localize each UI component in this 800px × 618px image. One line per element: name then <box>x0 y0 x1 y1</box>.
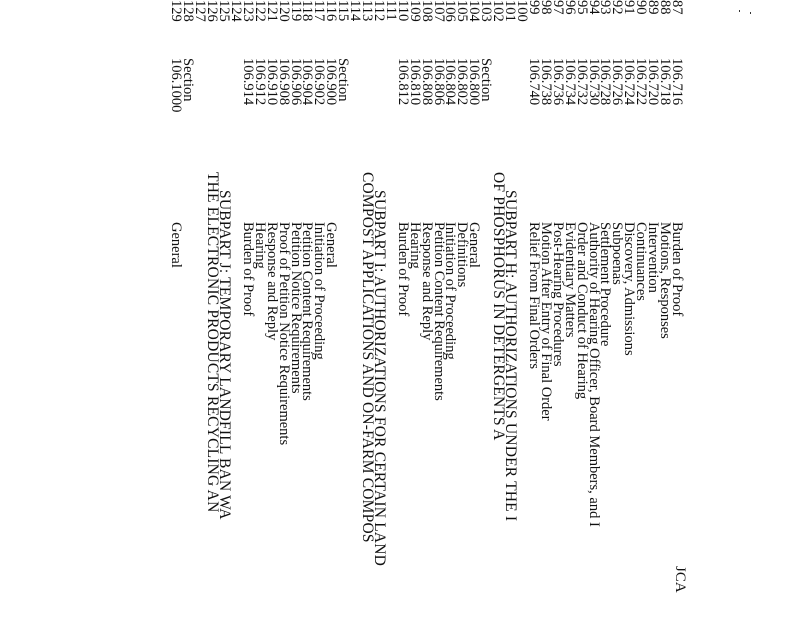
line-number: 100 <box>514 0 530 22</box>
line-number: 92 <box>609 0 626 15</box>
section-number: 106.804 <box>442 58 459 106</box>
line-number: 128 <box>180 0 197 22</box>
scan-speck <box>739 10 740 12</box>
section-number: 106.808 <box>418 58 435 106</box>
line-number: 114 <box>347 0 364 22</box>
section-number: 106.1000 <box>168 58 185 113</box>
section-title: Relief From Final Orders <box>526 222 542 369</box>
subpart-heading: SUBPART J: TEMPORARY LANDFILL BAN WA <box>216 190 233 520</box>
section-title: Hearing <box>251 222 268 269</box>
section-title: Response and Reply <box>418 222 435 341</box>
section-number: 106.806 <box>430 58 447 106</box>
subpart-heading: SUBPART H: AUTHORIZATIONS UNDER THE I <box>502 190 520 522</box>
section-title: Settlement Procedure <box>597 222 614 347</box>
section-title: Hearing <box>406 222 423 269</box>
section-title: Post-Hearing Procedures <box>549 222 566 367</box>
section-title: Motion After Entry of Final Order <box>537 222 554 421</box>
section-number: 106.812 <box>394 58 411 106</box>
section-title: Burden of Proof <box>394 222 411 317</box>
section-title: Petition Content Requirements <box>430 222 447 401</box>
section-number: 106.724 <box>621 58 638 106</box>
section-column-heading: Section <box>335 58 352 102</box>
section-number: 106.718 <box>657 58 674 106</box>
section-number: 106.800 <box>466 58 483 106</box>
section-number: 106.810 <box>406 58 423 106</box>
section-number: 106.740 <box>526 58 542 106</box>
section-number: 106.728 <box>597 58 614 106</box>
section-number: 106.726 <box>609 58 626 106</box>
line-number: 117 <box>311 0 328 22</box>
section-number: 106.900 <box>323 58 340 106</box>
section-number: 106.910 <box>263 58 280 106</box>
section-number: 106.732 <box>573 58 590 106</box>
section-title: Order and Conduct of Hearing <box>573 222 590 400</box>
section-number: 106.730 <box>585 58 602 106</box>
section-title: General <box>323 222 340 268</box>
line-number: 104 <box>466 0 483 22</box>
line-number: 120 <box>275 0 292 22</box>
line-number: 90 <box>633 0 650 15</box>
line-number: 113 <box>359 0 376 22</box>
line-number: 88 <box>657 0 674 15</box>
line-number: 129 <box>168 0 185 22</box>
line-number: 121 <box>263 0 280 22</box>
line-number: 96 <box>561 0 578 15</box>
line-number: 97 <box>549 0 566 15</box>
section-number: 106.912 <box>251 58 268 106</box>
line-number: 105 <box>454 0 471 22</box>
line-number: 98 <box>537 0 554 15</box>
section-title: Authority of Hearing Officer, Board Members, and I <box>585 222 602 527</box>
line-number: 124 <box>228 0 244 22</box>
section-column-heading: Section <box>180 58 197 102</box>
line-number: 103 <box>478 0 495 22</box>
section-number: 106.906 <box>287 58 304 106</box>
line-number: 107 <box>430 0 447 22</box>
subpart-heading-continued: THE ELECTRONIC PRODUCTS RECYCLING AN <box>204 172 222 513</box>
line-number: 119 <box>287 0 304 22</box>
line-number: 108 <box>418 0 435 22</box>
section-title: Motions, Responses <box>657 222 674 339</box>
section-number: 106.904 <box>299 58 316 106</box>
subpart-heading-continued: COMPOST APPLICATIONS AND ON-FARM COMPOS <box>359 172 377 543</box>
section-number: 106.722 <box>633 58 650 106</box>
section-title: Proof of Petition Notice Requirements <box>275 222 292 446</box>
line-number: 87 <box>669 0 685 15</box>
scan-speck <box>750 12 751 14</box>
section-title: Definitions <box>454 222 471 288</box>
line-number: 102 <box>490 0 507 22</box>
section-title: General <box>466 222 483 268</box>
section-title: Petition Content Requirements <box>299 222 316 401</box>
section-number: 106.734 <box>561 58 578 106</box>
section-title: Initiation of Proceeding <box>311 222 328 360</box>
section-number: 106.738 <box>537 58 554 106</box>
section-number: 106.736 <box>549 58 566 106</box>
line-number: 93 <box>597 0 614 15</box>
line-number: 127 <box>192 0 209 22</box>
section-number: 106.720 <box>645 58 662 106</box>
line-number: 110 <box>394 0 411 22</box>
line-number: 99 <box>526 0 542 15</box>
section-title: Burden of Proof <box>669 222 685 317</box>
line-number: 95 <box>573 0 590 15</box>
line-number: 112 <box>371 0 387 22</box>
line-number: 123 <box>239 0 256 22</box>
line-number: 125 <box>216 0 232 22</box>
section-number: 106.802 <box>454 58 471 106</box>
subpart-heading: SUBPART I: AUTHORIZATIONS FOR CERTAIN LAND <box>371 190 388 567</box>
section-title: Evidentiary Matters <box>561 222 578 338</box>
line-number: 126 <box>204 0 221 22</box>
line-number: 116 <box>323 0 340 22</box>
line-number: 118 <box>299 0 316 22</box>
section-number: 106.908 <box>275 58 292 106</box>
section-number: 106.914 <box>239 58 256 106</box>
line-number: 111 <box>382 0 399 21</box>
line-number: 101 <box>502 0 519 22</box>
section-title: General <box>168 222 185 268</box>
running-head: JCA <box>672 566 688 593</box>
section-title: Initiation of Proceeding <box>442 222 459 360</box>
section-title: Discovery, Admissions <box>621 222 638 356</box>
line-number: 94 <box>585 0 602 15</box>
section-title: Petition Notice Requirements <box>287 222 304 394</box>
section-title: Continuances <box>633 222 650 301</box>
line-number: 89 <box>645 0 662 15</box>
subpart-heading-continued: OF PHOSPHORUS IN DETERGENTS A <box>490 172 508 441</box>
section-column-heading: Section <box>478 58 495 102</box>
line-number: 91 <box>621 0 638 15</box>
section-number: 106.902 <box>311 58 328 106</box>
line-number: 122 <box>251 0 268 22</box>
line-number: 109 <box>406 0 423 22</box>
section-number: 106.716 <box>669 58 685 106</box>
section-title: Burden of Proof <box>239 222 256 317</box>
line-number: 106 <box>442 0 459 22</box>
section-title: Intervention <box>645 222 662 293</box>
section-title: Response and Reply <box>263 222 280 341</box>
section-title: Subpoenas <box>609 222 626 285</box>
line-number: 115 <box>335 0 352 22</box>
